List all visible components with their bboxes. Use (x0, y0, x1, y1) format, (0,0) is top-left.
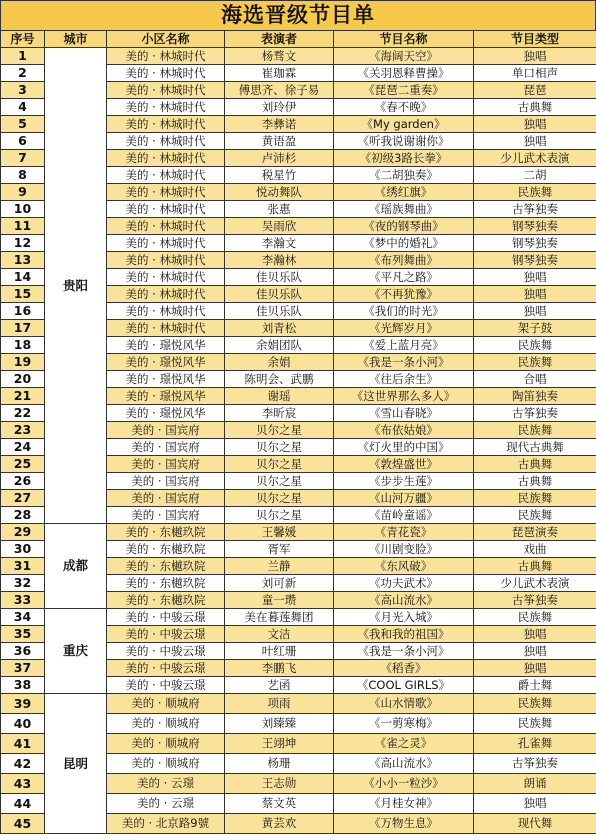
type-cell: 孔雀舞 (474, 734, 596, 754)
row-number: 11 (1, 218, 45, 235)
community-cell: 美的 · 北京路9號 (107, 814, 225, 834)
program-cell: 《我们的时光》 (334, 303, 474, 320)
program-cell: 《这世界那么多人》 (334, 388, 474, 405)
type-cell: 独唱 (474, 133, 596, 150)
type-cell: 钢琴独奏 (474, 252, 596, 269)
performer-cell: 刘青松 (225, 320, 334, 337)
program-cell: 《川剧变脸》 (334, 541, 474, 558)
performer-cell: 刘玲伊 (225, 99, 334, 116)
row-number: 39 (1, 694, 45, 714)
header-no: 序号 (1, 31, 45, 48)
program-cell: 《关羽恩释曹操》 (334, 65, 474, 82)
program-cell: 《雪山春晓》 (334, 405, 474, 422)
performer-cell: 佳贝乐队 (225, 303, 334, 320)
row-number: 21 (1, 388, 45, 405)
header-performer: 表演者 (225, 31, 334, 48)
row-number: 34 (1, 609, 45, 626)
program-cell: 《雀之灵》 (334, 734, 474, 754)
performer-cell: 胥军 (225, 541, 334, 558)
community-cell: 美的 · 林城时代 (107, 48, 225, 65)
community-cell: 美的 · 林城时代 (107, 218, 225, 235)
program-table (0, 30, 596, 834)
header-city: 城市 (45, 31, 107, 48)
community-cell: 美的 · 林城时代 (107, 252, 225, 269)
type-cell: 古典舞 (474, 473, 596, 490)
community-cell: 美的 · 林城时代 (107, 235, 225, 252)
performer-cell: 李彝诺 (225, 116, 334, 133)
row-number: 28 (1, 507, 45, 524)
type-cell: 陶笛独奏 (474, 388, 596, 405)
row-number: 23 (1, 422, 45, 439)
program-cell: 《二胡独奏》 (334, 167, 474, 184)
community-cell: 美的 · 璟悦风华 (107, 354, 225, 371)
type-cell: 戏曲 (474, 541, 596, 558)
program-cell: 《爱上蓝月亮》 (334, 337, 474, 354)
type-cell: 现代舞 (474, 814, 596, 834)
program-cell: 《月光入城》 (334, 609, 474, 626)
row-number: 40 (1, 714, 45, 734)
type-cell: 二胡 (474, 167, 596, 184)
row-number: 32 (1, 575, 45, 592)
row-number: 35 (1, 626, 45, 643)
community-cell: 美的 · 林城时代 (107, 116, 225, 133)
performer-cell: 黄芸欢 (225, 814, 334, 834)
program-cell: 《光辉岁月》 (334, 320, 474, 337)
program-cell: 《My garden》 (334, 116, 474, 133)
program-cell: 《山河万疆》 (334, 490, 474, 507)
city-cell: 昆明 (45, 694, 107, 834)
program-cell: 《初级3路长拳》 (334, 150, 474, 167)
community-cell: 美的 · 东樾玖院 (107, 558, 225, 575)
performer-cell: 张惠 (225, 201, 334, 218)
type-cell: 独唱 (474, 626, 596, 643)
community-cell: 美的 · 顺城府 (107, 754, 225, 774)
table-row (1, 48, 596, 65)
community-cell: 美的 · 璟悦风华 (107, 388, 225, 405)
row-number: 10 (1, 201, 45, 218)
program-cell: 《山水情歌》 (334, 694, 474, 714)
performer-cell: 童一瓒 (225, 592, 334, 609)
performer-cell: 崔珈霖 (225, 65, 334, 82)
community-cell: 美的 · 东樾玖院 (107, 524, 225, 541)
type-cell: 民族舞 (474, 507, 596, 524)
program-cell: 《步步生莲》 (334, 473, 474, 490)
community-cell: 美的 · 顺城府 (107, 714, 225, 734)
row-number: 9 (1, 184, 45, 201)
program-cell: 《高山流水》 (334, 754, 474, 774)
performer-cell: 李瀚文 (225, 235, 334, 252)
community-cell: 美的 · 林城时代 (107, 167, 225, 184)
city-cell: 成都 (45, 524, 107, 609)
row-number: 27 (1, 490, 45, 507)
performer-cell: 刘臻臻 (225, 714, 334, 734)
community-cell: 美的 · 林城时代 (107, 65, 225, 82)
row-number: 44 (1, 794, 45, 814)
row-number: 30 (1, 541, 45, 558)
program-cell: 《万物生息》 (334, 814, 474, 834)
type-cell: 古典舞 (474, 456, 596, 473)
performer-cell: 项雨 (225, 694, 334, 714)
community-cell: 美的 · 东樾玖院 (107, 575, 225, 592)
type-cell: 古筝独奏 (474, 201, 596, 218)
community-cell: 美的 · 东樾玖院 (107, 592, 225, 609)
type-cell: 现代古典舞 (474, 439, 596, 456)
program-cell: 《敦煌盛世》 (334, 456, 474, 473)
row-number: 15 (1, 286, 45, 303)
row-number: 31 (1, 558, 45, 575)
community-cell: 美的 · 林城时代 (107, 286, 225, 303)
program-cell: 《我是一条小河》 (334, 354, 474, 371)
performer-cell: 余娟团队 (225, 337, 334, 354)
performer-cell: 文洁 (225, 626, 334, 643)
program-cell: 《布列舞曲》 (334, 252, 474, 269)
community-cell: 美的 · 顺城府 (107, 694, 225, 714)
type-cell: 独唱 (474, 286, 596, 303)
program-cell: 《不再犹豫》 (334, 286, 474, 303)
community-cell: 美的 · 林城时代 (107, 99, 225, 116)
community-cell: 美的 · 云璟 (107, 794, 225, 814)
performer-cell: 贝尔之星 (225, 490, 334, 507)
table-header-row (1, 31, 596, 48)
community-cell: 美的 · 璟悦风华 (107, 405, 225, 422)
community-cell: 美的 · 云璟 (107, 774, 225, 794)
program-cell: 《春不晚》 (334, 99, 474, 116)
program-cell: 《苗岭童谣》 (334, 507, 474, 524)
type-cell: 钢琴独奏 (474, 218, 596, 235)
program-cell: 《东风破》 (334, 558, 474, 575)
performer-cell: 贝尔之星 (225, 456, 334, 473)
program-cell: 《青花瓷》 (334, 524, 474, 541)
performer-cell: 谢瑶 (225, 388, 334, 405)
row-number: 5 (1, 116, 45, 133)
type-cell: 琵琶 (474, 82, 596, 99)
program-cell: 《灯火里的中国》 (334, 439, 474, 456)
type-cell: 民族舞 (474, 184, 596, 201)
table-row (1, 609, 596, 626)
type-cell: 独唱 (474, 794, 596, 814)
type-cell: 民族舞 (474, 422, 596, 439)
type-cell: 独唱 (474, 48, 596, 65)
community-cell: 美的 · 林城时代 (107, 133, 225, 150)
performer-cell: 傅思齐、徐子易 (225, 82, 334, 99)
community-cell: 美的 · 国宾府 (107, 490, 225, 507)
header-program: 节目名称 (334, 31, 474, 48)
program-cell: 《平凡之路》 (334, 269, 474, 286)
program-cell: 《夜的钢琴曲》 (334, 218, 474, 235)
row-number: 26 (1, 473, 45, 490)
row-number: 4 (1, 99, 45, 116)
performer-cell: 税星竹 (225, 167, 334, 184)
row-number: 13 (1, 252, 45, 269)
program-cell: 《高山流水》 (334, 592, 474, 609)
community-cell: 美的 · 璟悦风华 (107, 371, 225, 388)
row-number: 6 (1, 133, 45, 150)
performer-cell: 叶红珊 (225, 643, 334, 660)
program-cell: 《琵琶二重奏》 (334, 82, 474, 99)
program-cell: 《瑶族舞曲》 (334, 201, 474, 218)
program-cell: 《稻香》 (334, 660, 474, 677)
community-cell: 美的 · 国宾府 (107, 456, 225, 473)
row-number: 24 (1, 439, 45, 456)
type-cell: 古筝独奏 (474, 592, 596, 609)
performer-cell: 佳贝乐队 (225, 286, 334, 303)
performer-cell: 兰静 (225, 558, 334, 575)
row-number: 17 (1, 320, 45, 337)
type-cell: 独唱 (474, 269, 596, 286)
row-number: 8 (1, 167, 45, 184)
performer-cell: 刘可新 (225, 575, 334, 592)
row-number: 19 (1, 354, 45, 371)
community-cell: 美的 · 国宾府 (107, 439, 225, 456)
program-cell: 《布依姑娘》 (334, 422, 474, 439)
program-cell: 《听我说谢谢你》 (334, 133, 474, 150)
program-cell: 《一剪寒梅》 (334, 714, 474, 734)
table-row (1, 694, 596, 714)
program-cell: 《绣红旗》 (334, 184, 474, 201)
row-number: 25 (1, 456, 45, 473)
header-community: 小区名称 (107, 31, 225, 48)
performer-cell: 杨珊 (225, 754, 334, 774)
row-number: 45 (1, 814, 45, 834)
program-cell: 《月桂女神》 (334, 794, 474, 814)
row-number: 3 (1, 82, 45, 99)
program-cell: 《小小一粒沙》 (334, 774, 474, 794)
performer-cell: 艺函 (225, 677, 334, 694)
community-cell: 美的 · 璟悦风华 (107, 337, 225, 354)
performer-cell: 王翊坤 (225, 734, 334, 754)
type-cell: 单口相声 (474, 65, 596, 82)
row-number: 33 (1, 592, 45, 609)
community-cell: 美的 · 国宾府 (107, 473, 225, 490)
performer-cell: 悦动舞队 (225, 184, 334, 201)
type-cell: 古典舞 (474, 558, 596, 575)
community-cell: 美的 · 林城时代 (107, 82, 225, 99)
row-number: 2 (1, 65, 45, 82)
row-number: 7 (1, 150, 45, 167)
type-cell: 独唱 (474, 116, 596, 133)
performer-cell: 贝尔之星 (225, 473, 334, 490)
performer-cell: 贝尔之星 (225, 507, 334, 524)
type-cell: 民族舞 (474, 354, 596, 371)
row-number: 12 (1, 235, 45, 252)
type-cell: 独唱 (474, 660, 596, 677)
performer-cell: 王馨媛 (225, 524, 334, 541)
performer-cell: 贝尔之星 (225, 439, 334, 456)
type-cell: 民族舞 (474, 694, 596, 714)
community-cell: 美的 · 中骏云璟 (107, 677, 225, 694)
performer-cell: 李昕宸 (225, 405, 334, 422)
performer-cell: 余娟 (225, 354, 334, 371)
type-cell: 民族舞 (474, 609, 596, 626)
row-number: 18 (1, 337, 45, 354)
type-cell: 琵琶演奏 (474, 524, 596, 541)
type-cell: 少儿武术表演 (474, 575, 596, 592)
community-cell: 美的 · 中骏云璟 (107, 626, 225, 643)
performer-cell: 王志勋 (225, 774, 334, 794)
type-cell: 古典舞 (474, 99, 596, 116)
type-cell: 架子鼓 (474, 320, 596, 337)
performer-cell: 贝尔之星 (225, 422, 334, 439)
community-cell: 美的 · 中骏云璟 (107, 660, 225, 677)
type-cell: 民族舞 (474, 337, 596, 354)
performer-cell: 美在暮莲舞团 (225, 609, 334, 626)
city-cell: 贵阳 (45, 48, 107, 524)
row-number: 36 (1, 643, 45, 660)
page-title: 海选晋级节目单 (0, 0, 596, 30)
community-cell: 美的 · 林城时代 (107, 184, 225, 201)
performer-cell: 蔡文英 (225, 794, 334, 814)
community-cell: 美的 · 林城时代 (107, 201, 225, 218)
performer-cell: 黄语盈 (225, 133, 334, 150)
row-number: 22 (1, 405, 45, 422)
table-row (1, 524, 596, 541)
type-cell: 民族舞 (474, 714, 596, 734)
row-number: 16 (1, 303, 45, 320)
row-number: 42 (1, 754, 45, 774)
program-cell: 《COOL GIRLS》 (334, 677, 474, 694)
program-cell: 《往后余生》 (334, 371, 474, 388)
performer-cell: 陈明会、武鹏 (225, 371, 334, 388)
type-cell: 民族舞 (474, 490, 596, 507)
performer-cell: 吴雨欣 (225, 218, 334, 235)
type-cell: 朗诵 (474, 774, 596, 794)
type-cell: 少儿武术表演 (474, 150, 596, 167)
community-cell: 美的 · 东樾玖院 (107, 541, 225, 558)
type-cell: 古筝独奏 (474, 405, 596, 422)
program-cell: 《功夫武术》 (334, 575, 474, 592)
community-cell: 美的 · 林城时代 (107, 150, 225, 167)
row-number: 38 (1, 677, 45, 694)
community-cell: 美的 · 顺城府 (107, 734, 225, 754)
row-number: 41 (1, 734, 45, 754)
community-cell: 美的 · 林城时代 (107, 269, 225, 286)
community-cell: 美的 · 林城时代 (107, 303, 225, 320)
performer-cell: 李瀚林 (225, 252, 334, 269)
table-body (1, 48, 596, 834)
type-cell: 爵士舞 (474, 677, 596, 694)
performer-cell: 卢沛杉 (225, 150, 334, 167)
community-cell: 美的 · 林城时代 (107, 320, 225, 337)
program-cell: 《海阔天空》 (334, 48, 474, 65)
type-cell: 独唱 (474, 303, 596, 320)
program-cell: 《我和我的祖国》 (334, 626, 474, 643)
row-number: 20 (1, 371, 45, 388)
community-cell: 美的 · 中骏云璟 (107, 609, 225, 626)
program-cell: 《我是一条小河》 (334, 643, 474, 660)
type-cell: 合唱 (474, 371, 596, 388)
city-cell: 重庆 (45, 609, 107, 694)
performer-cell: 李鹏飞 (225, 660, 334, 677)
header-type: 节目类型 (474, 31, 596, 48)
type-cell: 钢琴独奏 (474, 235, 596, 252)
community-cell: 美的 · 国宾府 (107, 507, 225, 524)
community-cell: 美的 · 中骏云璟 (107, 643, 225, 660)
row-number: 1 (1, 48, 45, 65)
community-cell: 美的 · 国宾府 (107, 422, 225, 439)
type-cell: 独唱 (474, 643, 596, 660)
row-number: 37 (1, 660, 45, 677)
row-number: 29 (1, 524, 45, 541)
type-cell: 古筝独奏 (474, 754, 596, 774)
row-number: 43 (1, 774, 45, 794)
program-cell: 《梦中的婚礼》 (334, 235, 474, 252)
row-number: 14 (1, 269, 45, 286)
performer-cell: 佳贝乐队 (225, 269, 334, 286)
performer-cell: 杨骛文 (225, 48, 334, 65)
